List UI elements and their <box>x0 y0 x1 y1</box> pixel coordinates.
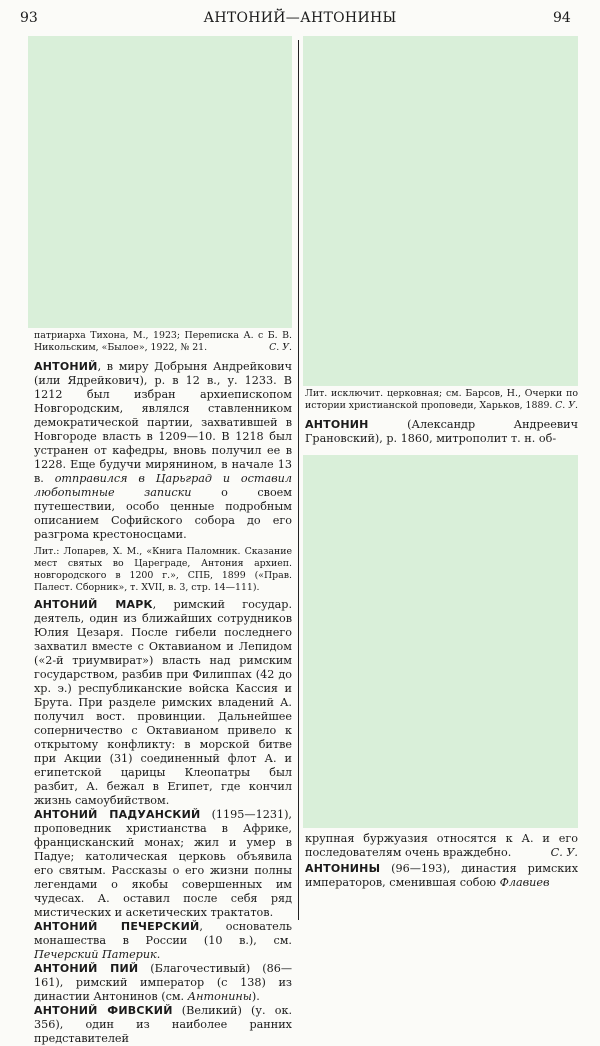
left-column-text <box>34 330 292 1046</box>
entry-antonin <box>305 418 578 446</box>
illustration-placeholder-right-middle <box>303 455 578 828</box>
entry-antoniy-piy <box>34 962 292 1004</box>
continuation-text <box>305 832 578 860</box>
cross-reference: Печерский Патерик. <box>34 948 161 961</box>
entry-antoniy <box>34 360 292 542</box>
page-number-right: 94 <box>553 10 571 26</box>
cross-reference: Антонины <box>187 990 252 1003</box>
entry-headword: АНТОНИЙ ФИВСКИЙ <box>34 1004 173 1017</box>
author-signature: С. У. <box>269 342 292 353</box>
literature-note-right <box>305 388 578 412</box>
entry-antoniy-pecherskiy <box>34 920 292 962</box>
page-number-left: 93 <box>20 10 38 26</box>
illustration-placeholder-right-top <box>303 36 578 386</box>
entry-antoniy-paduanskiy <box>34 808 292 920</box>
entry-headword: АНТОНИЙ <box>34 360 98 373</box>
entry-text: (Благочестивый) (86—161), римский император (с 138) из династии Антонинов (см. <box>34 962 293 1003</box>
continuation-body: крупная буржуазия относятся к А. и его последователям очень враждебно. <box>305 832 578 859</box>
literature-note-top-text: патриарха Тихона, М., 1923; Переписка А. с Б. В. Никольским, «Былое», 1922, № 21. <box>34 330 292 353</box>
right-column-lit <box>305 388 578 446</box>
entry-italic-tail: Флавиев <box>499 876 550 889</box>
entry-headword: АНТОНИН <box>305 418 369 431</box>
entry-headword: АНТОНИЙ ПЕЧЕРСКИЙ <box>34 920 200 933</box>
illustration-placeholder-left <box>28 36 292 328</box>
entry-antoniny <box>305 862 578 890</box>
entry-text: (96—193), династия римских императоров, сменившая собою <box>305 862 578 889</box>
right-column-bottom <box>305 832 578 890</box>
entry-text: (1195—1231), проповедник христианства в Африке, францисканский монах; жил и умер в Падуе; католическая церковь объявила его святым. Рассказы о его жизни полны легендами о якобы совершенных им чудесах. А. оставил после себя ряд мистических и аскетических трактатов. <box>34 808 292 919</box>
entry-text: (Александр Андреевич Грановский), р. 1860, митрополит т. н. об- <box>305 418 578 445</box>
entry-text: , в миру Добрыня Андрейкович (или Ядрейкович), р. в 12 в., у. 1233. В 1212 был избран архиепископом Новгородским, являлся ставленником демократической партии, захватившей в Новгороде власть в 1209—10. В 1218 был устранен от кафедры, вновь получил ее в 1228. Еще будучи мирянином, в начале 13 в. <box>34 360 292 485</box>
entry-text: , основатель монашества в России (10 в.), см. <box>34 920 292 947</box>
entry-text: (Великий) (у. ок. 356), один из наиболее ранних представителей <box>34 1004 292 1045</box>
literature-note-right-text: Лит. исключит. церковная; см. Барсов, Н., Очерки по истории христианской проповеди, Харьков, 1889. <box>305 388 578 411</box>
entry-text-end: о своем путешествии, особо ценные подробным описанием Софийского собора до его разгрома крестоносцами. <box>34 486 292 541</box>
literature-note-top <box>34 330 292 354</box>
entry-antoniy-fivskiy <box>34 1004 292 1046</box>
column-divider <box>298 40 299 920</box>
entry-headword: АНТОНИЙ МАРК <box>34 598 153 611</box>
entry-text-end: ). <box>251 990 260 1003</box>
entry-text: , римский государ. деятель, один из ближайших сотрудников Юлия Цезаря. После гибели последнего захватил вместе с Октавианом и Лепидом («2-й триумвират») власть над римским государством, разбив при Филиппах (42 до хр. э.) республиканские войска Кассия и Брута. При разделе римских владений А. получил вост. провинции. Дальнейшее соперничество с Октавианом привело к открытому конфликту: в морской битве при Акции (31) соединенный флот А. и египетской царицы Клеопатры был разбит, А. бежал в Египет, где кончил жизнь самоубийством. <box>34 598 293 807</box>
running-head: АНТОНИЙ—АНТОНИНЫ <box>203 10 397 26</box>
entry-headword: АНТОНИНЫ <box>305 862 381 875</box>
entry-italic-text: отправился в Царьград и оставил любопытные записки <box>34 472 292 499</box>
entry-antoniy-mark <box>34 598 292 808</box>
entry-headword: АНТОНИЙ ПАДУАНСКИЙ <box>34 808 201 821</box>
author-signature: С. У. <box>555 400 578 411</box>
author-signature: С. У. <box>550 846 578 859</box>
literature-note-1: Лит.: Лопарев, Х. М., «Книга Паломник. Сказание мест святых во Цареграде, Антония архиеп. новгородского в 1200 г.», СПБ, 1899 («Прав. Палест. Сборник», т. XVII, в. 3, стр. 14—111). <box>34 546 292 593</box>
entry-headword: АНТОНИЙ ПИЙ <box>34 962 139 975</box>
